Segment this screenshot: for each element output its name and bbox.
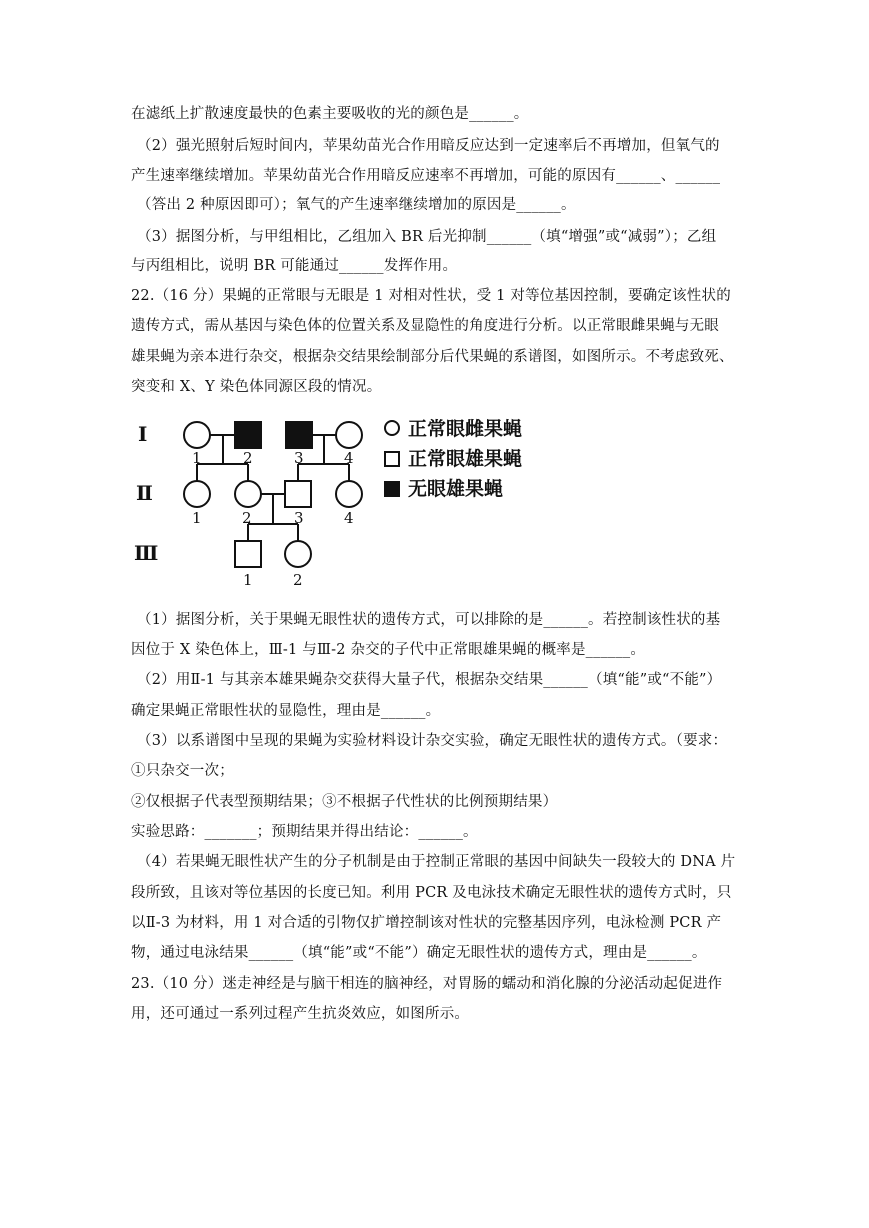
generation-label-II: Ⅱ (136, 481, 153, 505)
text-line: 确定果蝇正常眼性状的显隐性，理由是______。 (131, 703, 441, 719)
female-normal-II-4 (336, 481, 362, 507)
text-line: 以Ⅱ-3 为材料，用 1 对合适的引物仅扩增控制该对性状的完整基因序列，电泳检测 PCR 产 (131, 915, 722, 931)
individual-label: 4 (344, 509, 354, 527)
legend-male-eyeless-symbol (385, 482, 399, 496)
legend-female-normal: 正常眼雌果蝇 (408, 418, 523, 440)
text-line: 物，通过电泳结果______（填“能”或“不能”）确定无眼性状的遗传方式，理由是______。 (131, 945, 707, 961)
female-normal-III-2 (285, 541, 311, 567)
female-normal-II-2 (235, 481, 261, 507)
female-normal-I-4 (336, 422, 362, 448)
male-normal-II-3 (285, 481, 311, 507)
text-line: （4）若果蝇无眼性状产生的分子机制是由于控制正常眼的基因中间缺失一段较大的 DNA 片 (137, 854, 736, 870)
text-line: （2）强光照射后短时间内，苹果幼苗光合作用暗反应达到一定速率后不再增加，但氧气的 (137, 138, 720, 154)
individual-label: 2 (242, 509, 252, 527)
legend-male-normal: 正常眼雄果蝇 (408, 448, 523, 470)
text-line: 实验思路：_______；预期结果并得出结论：______。 (131, 824, 478, 840)
male-eyeless-I-2 (235, 422, 261, 448)
legend-male-eyeless: 无眼雄果蝇 (408, 478, 504, 500)
text-line: 因位于 X 染色体上，Ⅲ-1 与Ⅲ-2 杂交的子代中正常眼雄果蝇的概率是______。 (131, 642, 646, 658)
text-line: （3）据图分析，与甲组相比，乙组加入 BR 后光抑制______（填“增强”或“减弱”）；乙组 (137, 229, 717, 245)
individual-label: 1 (243, 571, 253, 589)
male-eyeless-I-3 (286, 422, 312, 448)
individual-label: 3 (294, 449, 304, 467)
individual-label: 2 (243, 449, 253, 467)
text-line: 产生速率继续增加。苹果幼苗光合作用暗反应速率不再增加，可能的原因有______、______ (131, 168, 721, 184)
text-line: ②仅根据子代表型预期结果；③不根据子代性状的比例预期结果） (131, 794, 558, 810)
individual-label: 4 (344, 449, 354, 467)
legend-male-normal-symbol (385, 452, 399, 466)
text-line: （答出 2 种原因即可）；氧气的产生速率继续增加的原因是______。 (137, 197, 576, 213)
individual-label: 2 (293, 571, 303, 589)
male-normal-III-1 (235, 541, 261, 567)
text-line: 段所致，且该对等位基因的长度已知。利用 PCR 及电泳技术确定无眼性状的遗传方式时，只 (131, 885, 732, 901)
text-line: （1）据图分析，关于果蝇无眼性状的遗传方式，可以排除的是______。若控制该性状的基 (137, 612, 721, 628)
generation-label-I: Ⅰ (138, 422, 148, 446)
text-line: 突变和 X、Y 染色体同源区段的情况。 (131, 379, 382, 395)
female-normal-I-1 (184, 422, 210, 448)
text-line: 雄果蝇为亲本进行杂交，根据杂交结果绘制部分后代果蝇的系谱图，如图所示。不考虑致死、 (131, 349, 734, 365)
text-line: （2）用Ⅱ-1 与其亲本雄果蝇杂交获得大量子代，根据杂交结果______（填“能”或“不能”） (137, 672, 722, 688)
question-23-heading: 23.（10 分）迷走神经是与脑干相连的脑神经，对胃肠的蠕动和消化腺的分泌活动起促进作 (131, 976, 723, 992)
pedigree-chart (128, 397, 568, 597)
individual-label: 1 (192, 449, 202, 467)
text-line: ①只杂交一次； (131, 763, 234, 779)
text-line: 在滤纸上扩散速度最快的色素主要吸收的光的颜色是______。 (131, 106, 529, 122)
text-line: 遗传方式，需从基因与染色体的位置关系及显隐性的角度进行分析。以正常眼雌果蝇与无眼 (131, 318, 719, 334)
text-line: 用，还可通过一系列过程产生抗炎效应，如图所示。 (131, 1006, 470, 1022)
individual-label: 1 (192, 509, 202, 527)
individual-label: 3 (294, 509, 304, 527)
text-line: （3）以系谱图中呈现的果蝇为实验材料设计杂交实验，确定无眼性状的遗传方式。（要求： (137, 733, 728, 749)
generation-label-III: Ⅲ (134, 541, 159, 565)
question-22-heading: 22.（16 分）果蝇的正常眼与无眼是 1 对相对性状，受 1 对等位基因控制，要确定该性状的 (131, 288, 731, 304)
female-normal-II-1 (184, 481, 210, 507)
legend-female-normal-symbol (385, 421, 399, 435)
text-line: 与丙组相比，说明 BR 可能通过______发挥作用。 (131, 258, 458, 274)
